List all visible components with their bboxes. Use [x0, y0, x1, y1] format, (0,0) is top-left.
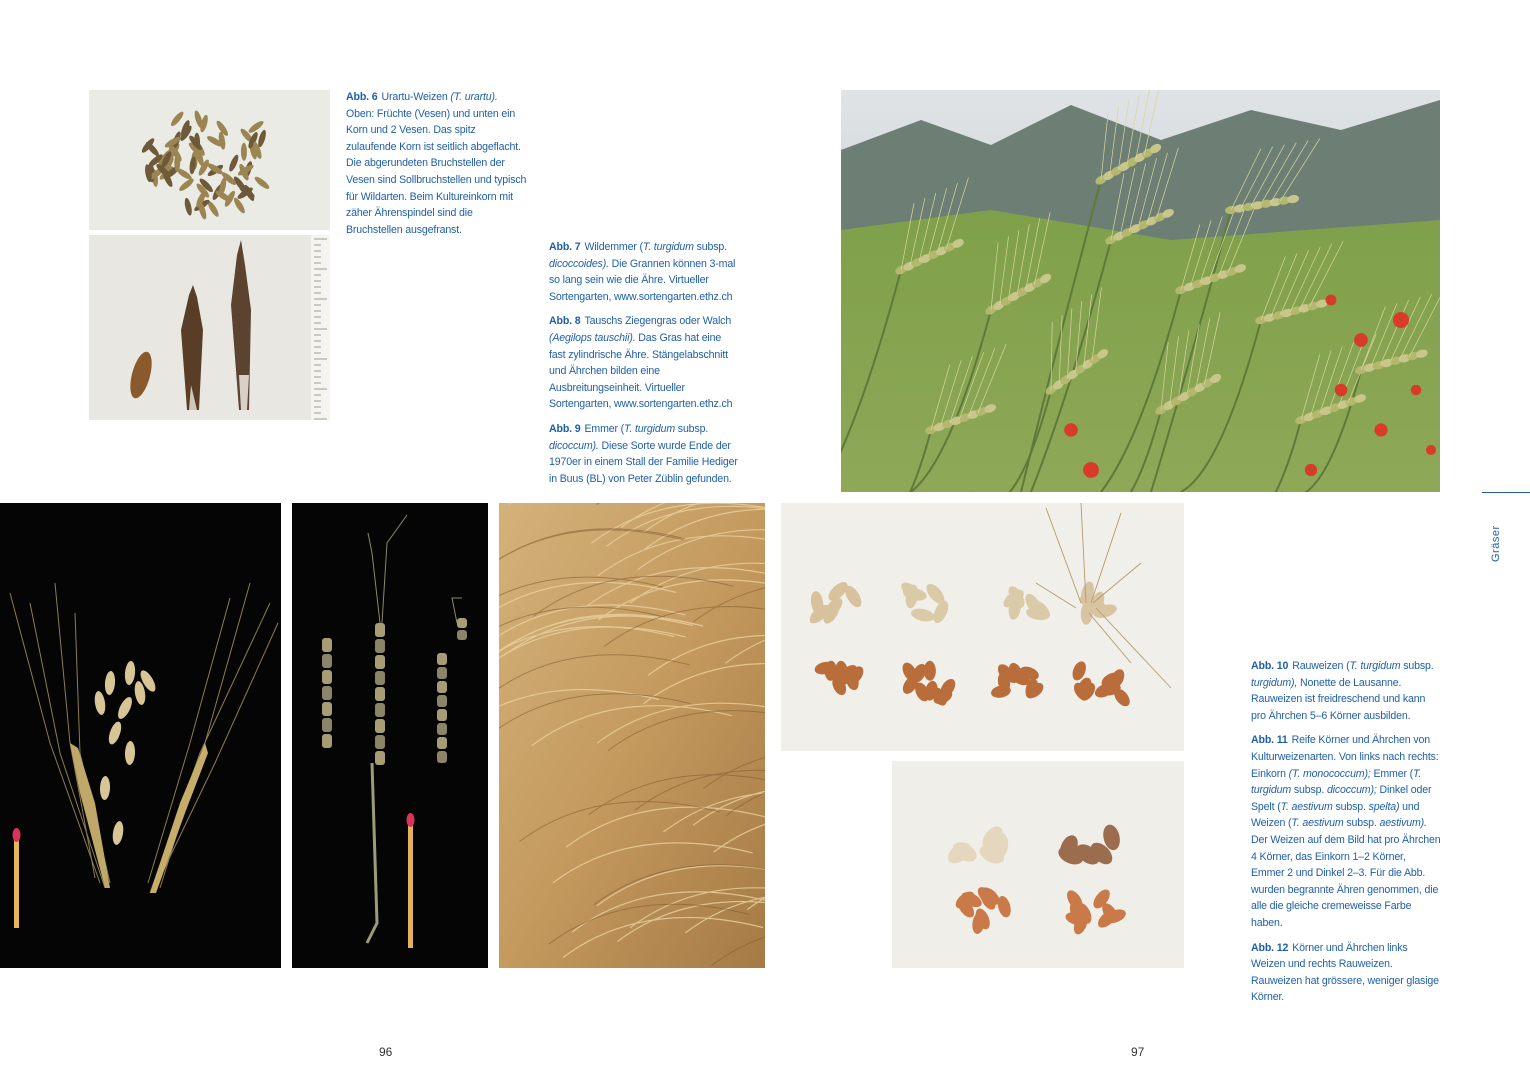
photo-wildemmer	[0, 503, 281, 968]
page-number-right: 97	[1131, 1045, 1145, 1059]
photo-urartu-seeds	[89, 90, 330, 230]
section-tab-label: Gräser	[1490, 525, 1502, 562]
photo-kulturweizen-grains	[781, 503, 1184, 751]
caption-abb-11: Abb. 11 Reife Körner und Ährchen von Kulturweizenarten. Von links nach rechts: Einkorn (T. monococcum); Emmer (T. turgidum subsp. dicoccum); Dinkel oder Spelt (T. aestivum subsp. spelta) und Weizen (T. aestivum subsp. aestivum). Der Weizen auf dem Bild hat pro Ährchen 4 Körner, das Einkorn 1–2 Körner, Emmer 2 und Dinkel 2–3. Für die Abb. wurden begrannte Ähren genommen, die alle die gleiche cremeweisse Farbe haben.	[1251, 734, 1441, 929]
photo-emmer-awns	[499, 503, 765, 968]
photo-aegilops-tauschii	[292, 503, 488, 968]
caption-abb-8: Abb. 8 Tauschs Ziegengras oder Walch (Aegilops tauschii). Das Gras hat eine fast zylindrische Ähre. Stängelabschnitt und Ährchen bilden eine Ausbreitungseinheit. Virtueller Sortengarten, www.sortengarten.ethz.ch	[549, 315, 733, 411]
caption-abb-6: Abb. 6 Urartu-Weizen (T. urartu). Oben: Früchte (Vesen) und unten ein Korn und 2 Vesen. Das spitz zulaufende Korn ist seitlich abgeflacht. Die abgerundeten Bruchstellen der Vesen sind Sollbruchstellen und typisch für Wildarten. Beim Kultureinkorn mit zäher Ährenspindel sind die Bruchstellen ausgefranst.	[346, 91, 527, 236]
section-tab	[1490, 500, 1506, 562]
caption-abb-7: Abb. 7 Wildemmer (T. turgidum subsp. dicoccoides). Die Grannen können 3-mal so lang sein wie die Ähre. Virtueller Sortengarten, www.sortengarten.ethz.ch	[549, 241, 736, 303]
caption-abb-10: Abb. 10 Rauweizen (T. turgidum subsp. turgidum), Nonette de Lausanne. Rauweizen ist freidreschend und kann pro Ährchen 5–6 Körner ausbilden.	[1251, 660, 1434, 722]
photo-rauweizen-field	[841, 90, 1440, 492]
section-rule	[1482, 492, 1530, 493]
photo-weizen-rauweizen	[892, 761, 1184, 968]
page-number-left: 96	[379, 1045, 393, 1059]
photo-urartu-grain-spikelets	[89, 235, 330, 420]
caption-group-abb-10-12	[1251, 658, 1441, 1014]
caption-abb-9: Abb. 9 Emmer (T. turgidum subsp. dicoccum). Diese Sorte wurde Ende der 1970er in einem Stall der Familie Hediger in Buus (BL) von Peter Züblin gefunden.	[549, 422, 738, 485]
caption-group-abb-7-9	[549, 239, 739, 495]
caption-abb-12: Abb. 12 Körner und Ährchen links Weizen und rechts Rauweizen. Rauweizen hat grössere, weniger glasige Körner.	[1251, 941, 1439, 1004]
